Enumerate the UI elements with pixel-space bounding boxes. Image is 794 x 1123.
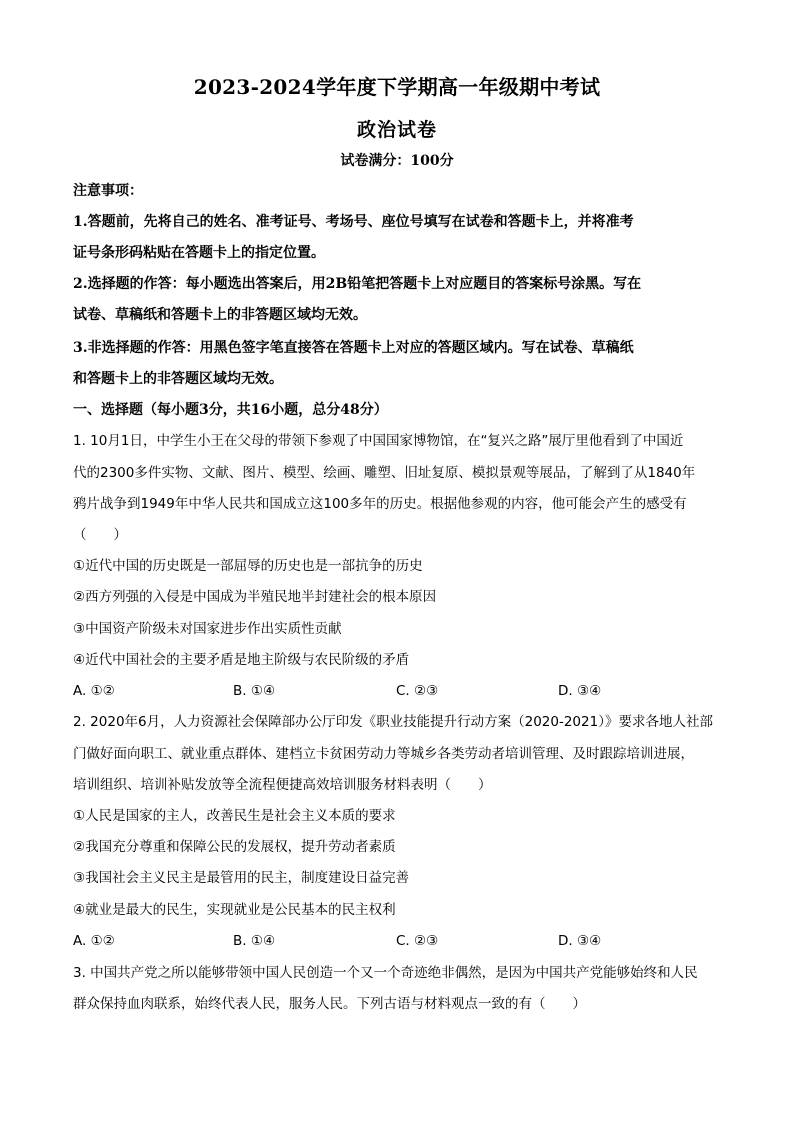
subject-title: 政治试卷 <box>356 119 437 141</box>
statement: ②我国充分尊重和保障公民的发展权，提升劳动者素质 <box>73 839 396 855</box>
option-c[interactable]: C. ②③ <box>396 683 439 699</box>
option-b[interactable]: B. ①④ <box>233 683 276 699</box>
exam-title: 2023-2024学年度下学期高一年级期中考试 <box>193 75 601 99</box>
question-stem-line: 培训组织、培训补贴发放等全流程便捷高效培训服务材料表明（ ） <box>73 777 492 793</box>
option-a[interactable]: A. ①② <box>73 683 115 699</box>
option-d[interactable]: D. ③④ <box>558 933 602 949</box>
notice-line: 1.答题前，先将自己的姓名、准考证号、考场号、座位号填写在试卷和答题卡上，并将准考 <box>73 214 634 230</box>
question-stem-line: 门做好面向职工、就业重点群体、建档立卡贫困劳动力等城乡各类劳动者培训管理、及时跟踪培训进展， <box>73 746 694 762</box>
question-stem-line: 群众保持血肉联系，始终代表人民，服务人民。下列古语与材料观点一致的有（ ） <box>73 996 586 1012</box>
notice-line: 3.非选择题的作答：用黑色签字笔直接答在答题卡上对应的答题区域内。写在试卷、草稿纸 <box>73 340 634 356</box>
statement: ①近代中国的历史既是一部屈辱的历史也是一部抗争的历史 <box>73 558 423 574</box>
question-stem-line: 1. 10月1日，中学生小王在父母的带领下参观了中国国家博物馆，在“复兴之路”展厅里他看到了中国近 <box>73 433 684 449</box>
question-stem-line: 2. 2020年6月，人力资源社会保障部办公厅印发《职业技能提升行动方案（2020-2021）》要求各地人社部 <box>73 714 713 730</box>
option-a[interactable]: A. ①② <box>73 933 115 949</box>
statement: ①人民是国家的主人，改善民生是社会主义本质的要求 <box>73 808 396 824</box>
option-b[interactable]: B. ①④ <box>233 933 276 949</box>
notice-line: 和答题卡上的非答题区域均无效。 <box>73 371 283 387</box>
question-stem-line: 代的2300多件实物、文献、图片、模型、绘画、雕塑、旧址复原、模拟景观等展品，了解到了从1840年 <box>73 465 696 481</box>
question-stem-line: （ ） <box>73 527 127 543</box>
statement: ②西方列强的入侵是中国成为半殖民地半封建社会的根本原因 <box>73 589 437 605</box>
question-stem-line: 3. 中国共产党之所以能够带领中国人民创造一个又一个奇迹绝非偶然，是因为中国共产党能够始终和人民 <box>73 965 698 981</box>
notice-heading: 注意事项： <box>73 183 143 199</box>
notice-line: 试卷、草稿纸和答题卡上的非答题区域均无效。 <box>73 307 367 323</box>
statement: ③我国社会主义民主是最管用的民主，制度建设日益完善 <box>73 870 410 886</box>
notice-line: 2.选择题的作答：每小题选出答案后，用2B铅笔把答题卡上对应题目的答案标号涂黑。写在 <box>73 276 642 292</box>
question-stem-line: 鸦片战争到1949年中华人民共和国成立这100多年的历史。根据他参观的内容，他可能会产生的感受有 <box>73 496 687 512</box>
notice-line: 证号条形码粘贴在答题卡上的指定位置。 <box>73 245 325 261</box>
option-d[interactable]: D. ③④ <box>558 683 602 699</box>
option-c[interactable]: C. ②③ <box>396 933 439 949</box>
statement: ③中国资产阶级未对国家进步作出实质性贡献 <box>73 621 342 637</box>
statement: ④就业是最大的民生，实现就业是公民基本的民主权利 <box>73 902 396 918</box>
statement: ④近代中国社会的主要矛盾是地主阶级与农民阶级的矛盾 <box>73 652 410 668</box>
section-heading: 一、选择题（每小题3分，共16小题，总分48分） <box>73 402 388 418</box>
full-score: 试卷满分：100分 <box>340 153 454 169</box>
